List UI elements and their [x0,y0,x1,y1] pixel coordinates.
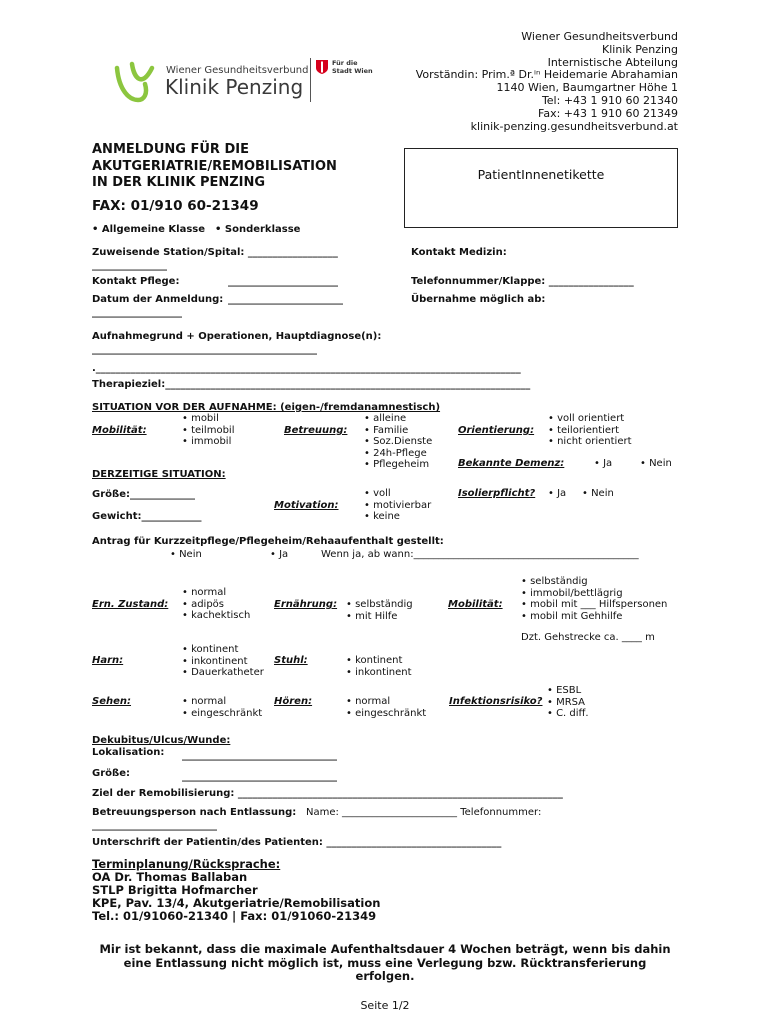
title-line: ANMELDUNG FÜR DIE [92,142,249,157]
stuhl-label: Stuhl: [274,655,308,666]
logo-divider [310,58,311,102]
option-sehen-eingeschraenkt[interactable]: • eingeschränkt [182,707,263,719]
betreuungsperson-field-cont[interactable]: _________________________ [92,820,217,831]
option-allgemeine-klasse[interactable]: • Allgemeine Klasse [92,224,206,235]
option-antrag-nein[interactable]: • Nein [170,549,202,560]
option-mobil-gehhilfe[interactable]: • mobil mit Gehhilfe [521,610,623,622]
patient-label-box[interactable] [404,148,678,228]
betreuung-label: Betreuung: [284,425,348,436]
option-normal[interactable]: • normal [182,587,227,598]
notice-line: Mir ist bekannt, dass die maximale Aufenthaltsdauer 4 Wochen beträgt, wenn bis dahin [99,942,671,956]
termin-line: Tel.: 01/91060-21340 | Fax: 01/91060-21349 [92,909,377,923]
logo [112,58,372,104]
infektionsrisiko-label: Infektionsrisiko? [449,696,543,707]
option-voll[interactable]: • voll [364,488,391,499]
address-line: Klinik Penzing [602,42,678,56]
motivation-label: Motivation: [274,500,339,511]
mobilitaet-status-options [521,576,667,622]
kontakt-pflege-label: Kontakt Pflege: [92,276,180,287]
option-ernaehrung-mit-hilfe[interactable]: • mit Hilfe [346,610,398,622]
option-mob-selbstaendig[interactable]: • selbständig [521,576,588,587]
demenz-label: Bekannte Demenz: [458,458,565,469]
option-pflegeheim[interactable]: • Pflegeheim [364,459,430,470]
option-stuhl-inkontinent[interactable]: • inkontinent [346,666,412,678]
address-line: Tel: +43 1 910 60 21340 [541,93,678,107]
aufnahmegrund-label: Aufnahmegrund + Operationen, Hauptdiagnose(n): [92,331,382,342]
mobilitaet-options [182,413,234,448]
patient-label-text: PatientInnenetikette [477,167,605,182]
option-motivierbar[interactable]: • motivierbar [364,499,432,511]
option-familie[interactable]: • Familie [364,424,409,436]
gehstrecke-field[interactable]: Dzt. Gehstrecke ca. ____ m [521,632,655,643]
uebernahme-field[interactable]: Übernahme möglich ab: [411,294,546,305]
address-line: Internistische Abteilung [547,55,678,69]
mobilitaet-status-label: Mobilität: [448,599,503,610]
isolierpflicht-label: Isolierpflicht? [458,488,536,499]
wien-coat-of-arms-icon [316,60,328,74]
fax-number: FAX: 01/910 60-21349 [92,198,259,214]
termin-line: STLP Brigitta Hofmarcher [92,883,258,897]
stuhl-options [346,655,412,678]
address-block [416,31,678,133]
situation-heading: SITUATION VOR DER AUFNAHME: (eigen-/fremdanamnestisch) [92,402,441,413]
sehen-options [182,696,262,719]
unterschrift-field[interactable]: Unterschrift der Patientin/des Patienten: ___________________________________ [92,837,502,848]
sehen-label: Sehen: [92,696,132,707]
terminplanung-block [92,858,380,923]
harn-label: Harn: [92,655,124,666]
option-mobil-hilfspersonen[interactable]: • mobil mit ___ Hilfspersonen [521,599,668,610]
address-line: Wiener Gesundheitsverbund [521,30,678,43]
ern-zustand-options [182,587,250,622]
option-immobil[interactable]: • immobil [182,436,232,447]
ern-zustand-label: Ern. Zustand: [92,599,169,610]
logo-city-line2: Stadt Wien [332,67,373,75]
aufnahmegrund-line[interactable]: _____________________________________________ [92,344,317,355]
option-hoeren-normal[interactable]: • normal [346,696,391,707]
option-demenz-ja[interactable]: • Ja [594,458,613,469]
option-dauerkatheter[interactable]: • Dauerkatheter [182,667,264,678]
wundgroesse-field[interactable]: _______________________________ [182,771,337,782]
option-isolier-nein[interactable]: • Nein [582,488,614,499]
ziel-remobilisierung-field[interactable]: Ziel der Remobilisierung: _________________________________________________________________ [92,788,563,799]
title-line: AKUTGERIATRIE/REMOBILISATION [92,158,337,174]
logo-name-text: Klinik Penzing [165,75,304,99]
option-teilmobil[interactable]: • teilmobil [182,424,235,436]
termin-line: OA Dr. Thomas Ballaban [92,870,248,884]
notice-line: eine Entlassung nicht möglich ist, muss eine Verlegung bzw. Rücktransferierung [123,955,647,970]
option-keine[interactable]: • keine [364,511,400,522]
groesse-field[interactable]: Größe:_____________ [92,489,195,500]
option-teilorientiert[interactable]: • teilorientiert [548,424,620,436]
zuweisende-field[interactable]: Zuweisende Station/Spital: __________________ [92,247,338,258]
option-stuhl-kontinent[interactable]: • kontinent [346,655,403,666]
option-mrsa[interactable]: • MRSA [547,696,586,708]
wundgroesse-label: Größe: [92,768,130,779]
infektionsrisiko-options [547,685,589,720]
option-isolier-ja[interactable]: • Ja [548,488,567,499]
kontakt-medizin-field[interactable]: Kontakt Medizin: [411,247,507,258]
antrag-datum-field[interactable]: Wenn ja, ab wann:_____________________________________________ [321,549,639,560]
datum-field-cont[interactable]: __________________ [92,307,182,318]
datum-label: Datum der Anmeldung: [92,294,224,305]
option-24h-pflege[interactable]: • 24h-Pflege [364,447,427,459]
gewicht-field[interactable]: Gewicht:____________ [92,511,202,522]
orientierung-label: Orientierung: [458,425,535,436]
option-nicht-orientiert[interactable]: • nicht orientiert [548,436,632,447]
orientierung-options [548,413,632,448]
betreuungsperson-field[interactable]: Name: _______________________ Telefonnummer: [306,807,542,818]
aufenthaltsdauer-notice [90,943,680,984]
lokalisation-field[interactable]: _______________________________ [182,750,337,761]
termin-line: KPE, Pav. 13/4, Akutgeriatrie/Remobilisation [92,896,381,910]
dekubitus-heading: Dekubitus/Ulcus/Wunde: [92,735,231,746]
option-kachektisch[interactable]: • kachektisch [182,610,251,621]
mobilitaet-label: Mobilität: [92,425,147,436]
title-line: IN DER KLINIK PENZING [92,175,266,190]
option-harn-kontinent[interactable]: • kontinent [182,644,239,655]
option-adipoes[interactable]: • adipös [182,598,225,610]
option-hoeren-eingeschraenkt[interactable]: • eingeschränkt [346,707,427,719]
lokalisation-label: Lokalisation: [92,747,165,758]
hoeren-options [346,696,426,719]
option-voll-orientiert[interactable]: • voll orientiert [548,413,625,424]
logo-org-text: Wiener Gesundheitsverbund [166,65,309,76]
option-sonderklasse[interactable]: • Sonderklasse [215,224,301,235]
aufnahmegrund-line[interactable]: ._____________________________________________________________________________________ [92,363,521,374]
harn-options [182,644,264,679]
notice-line: erfolgen. [355,969,415,983]
option-demenz-nein[interactable]: • Nein [640,458,672,469]
betreuungsperson-label: Betreuungsperson nach Entlassung: [92,807,297,818]
derzeitige-heading: DERZEITIGE SITUATION: [92,469,226,480]
antrag-label: Antrag für Kurzzeitpflege/Pflegeheim/Rehaaufenthalt gestellt: [92,536,444,547]
logo-city-line1: Für die [332,59,358,67]
address-line: 1140 Wien, Baumgartner Höhe 1 [496,81,678,95]
option-harn-inkontinent[interactable]: • inkontinent [182,655,248,667]
option-ernaehrung-selbstaendig[interactable]: • selbständig [346,599,413,610]
ernaehrung-options [346,599,413,622]
option-esbl[interactable]: • ESBL [547,685,582,696]
option-immobil-bettlaegrig[interactable]: • immobil/bettlägrig [521,587,623,599]
option-mobil[interactable]: • mobil [182,413,219,424]
telefon-field[interactable]: Telefonnummer/Klappe: _________________ [411,276,634,287]
betreuung-options [364,413,432,471]
hoeren-label: Hören: [274,696,313,707]
motivation-options [364,488,431,523]
option-c-diff[interactable]: • C. diff. [547,708,589,719]
datum-field[interactable]: _______________________ [228,294,343,305]
page-number: Seite 1/2 [360,999,410,1012]
ernaehrung-label: Ernährung: [274,599,338,610]
address-website[interactable]: klinik-penzing.gesundheitsverbund.at [470,119,678,133]
option-soz-dienste[interactable]: • Soz.Dienste [364,436,433,447]
logo-mark-icon [112,58,158,104]
address-line: Fax: +43 1 910 60 21349 [538,106,678,120]
option-antrag-ja[interactable]: • Ja [270,549,289,560]
option-sehen-normal[interactable]: • normal [182,696,227,707]
therapieziel-field[interactable]: Therapieziel:_________________________________________________________________________ [92,379,531,390]
terminplanung-heading: Terminplanung/Rücksprache: [92,857,281,871]
zuweisende-field-cont[interactable]: _______________ [92,260,167,271]
address-line: Vorständin: Prim.ª Dr.ⁱⁿ Heidemarie Abrahamian [415,68,678,82]
kontakt-pflege-field[interactable]: ______________________ [228,276,338,287]
form-title [92,142,337,192]
option-alleine[interactable]: • alleine [364,413,407,424]
